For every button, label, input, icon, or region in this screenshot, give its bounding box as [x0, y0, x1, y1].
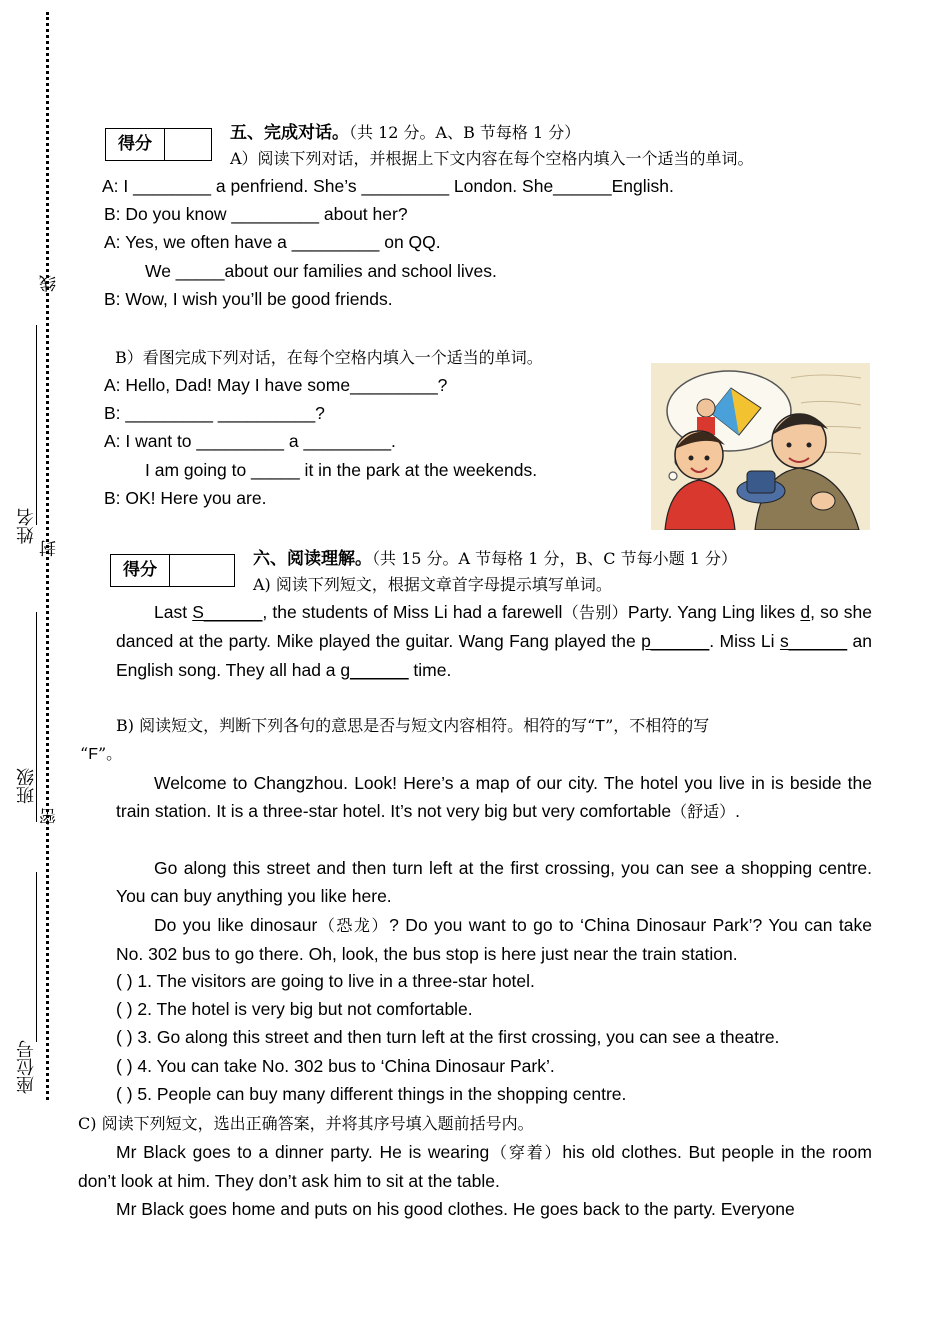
instruction-text: ”，不相符的写	[605, 716, 710, 735]
seat-label: 座位号	[16, 1040, 37, 1094]
dialogue-b-line: A: I want to _________ a _________.	[104, 431, 396, 451]
dialogue-a-line: A: Yes, we often have a _________ on QQ.	[104, 232, 441, 252]
section6-a-passage	[116, 598, 872, 684]
section5-points: （共 12 分。A、B 节每格 1 分）	[349, 123, 581, 142]
hint-blank[interactable]: s______	[779, 631, 848, 652]
score-value-cell[interactable]	[170, 555, 234, 586]
passage-gloss: （告别）	[562, 603, 628, 622]
passage-text: .	[735, 801, 740, 822]
hint-blank[interactable]: d	[800, 602, 811, 622]
passage-text: Do you like dinosaur	[154, 915, 318, 935]
passage-text: . Miss Li	[709, 631, 780, 652]
passage-text: , so she danced at the party. Mike played the guitar. Wang Fang played the	[116, 602, 872, 652]
dialogue-a-line: We _____about our families and school lives.	[145, 261, 497, 281]
name-label: 姓名	[16, 508, 37, 544]
section6-c-paragraph-2	[78, 1195, 872, 1223]
passage-text: his old clothes. But people in the room don’t look at him. They don’t ask him to sit at the table.	[78, 1142, 872, 1192]
passage-text: Party. Yang Ling likes	[627, 602, 801, 622]
passage-text: , the students of Miss Li had a farewell	[262, 602, 563, 622]
passage-text: an English song. They all had a	[116, 631, 872, 680]
passage-text: Welcome to Changzhou. Look! Here’s a map of our city. The hotel you live in is beside the train station. It is a three-star hotel. It’s not very big but very comfortable	[116, 773, 872, 822]
section6-b-paragraph-1	[116, 769, 872, 827]
judgment-question: ( ) 1. The visitors are going to live in a three-star hotel.	[116, 971, 535, 991]
section6-b-paragraph-2	[116, 854, 872, 911]
section6-a-instruction: A) 阅读下列短文，根据文章首字母提示填写单词。	[253, 575, 612, 594]
section6-points: （共 15 分。A 节每格 1 分，B、C 节每小题 1 分）	[372, 549, 737, 568]
section6-c-paragraph-1	[78, 1138, 872, 1196]
section5-title: 五、完成对话。	[230, 123, 349, 143]
instruction-text: ”。	[97, 744, 123, 763]
dialogue-b-line: B: OK! Here you are.	[104, 488, 267, 508]
score-box-section6	[110, 554, 235, 587]
passage-gloss: （恐龙）	[317, 916, 390, 935]
judgment-question: ( ) 3. Go along this street and then turn left at the first crossing, you can see a theatre.	[116, 1027, 780, 1047]
true-mark: T	[595, 718, 606, 735]
passage-text: Mr Black goes to a dinner party. He is wearing	[116, 1142, 490, 1162]
passage-text: time.	[408, 659, 452, 680]
score-label: 得分	[106, 129, 165, 160]
passage-text: Go along this street and then turn left at the first crossing, you can see a shopping centre. You can buy anything you like here.	[116, 858, 872, 907]
section6-title: 六、阅读理解。	[253, 549, 372, 569]
name-blank	[36, 325, 37, 525]
judgment-question: ( ) 2. The hotel is very big but not comfortable.	[116, 999, 473, 1019]
instruction-text: B) 阅读短文，判断下列各句的意思是否与短文内容相符。相符的写“	[116, 716, 596, 735]
dialogue-b-line: B: _________ __________?	[104, 403, 325, 423]
passage-gloss: （舒适）	[671, 802, 736, 822]
score-label: 得分	[111, 555, 170, 586]
score-box-section5	[105, 128, 212, 161]
hint-blank[interactable]: g______	[340, 659, 409, 680]
passage-gloss: （穿着）	[489, 1143, 563, 1162]
dialogue-a-line: B: Wow, I wish you’ll be good friends.	[104, 289, 393, 309]
class-label: 班级	[16, 768, 37, 804]
section6-heading	[253, 544, 737, 569]
section6-b-paragraph-3	[116, 911, 872, 969]
section5-b-instruction: B）看图完成下列对话，在每个空格内填入一个适当的单词。	[115, 348, 543, 367]
false-mark: F	[88, 746, 98, 763]
seat-blank	[36, 872, 37, 1042]
judgment-question: ( ) 4. You can take No. 302 bus to ‘China Dinosaur Park’.	[116, 1056, 555, 1076]
hint-blank[interactable]: p______	[641, 631, 710, 652]
illustration-boy-and-dad	[651, 363, 870, 530]
seal-char-xian: 线	[40, 275, 60, 292]
section6-b-instruction-cont	[80, 741, 122, 764]
seal-char-mi: 密	[40, 808, 60, 825]
seal-char-feng: 封	[40, 540, 60, 557]
score-value-cell[interactable]	[165, 129, 211, 160]
dialogue-a-line: B: Do you know _________ about her?	[104, 204, 408, 224]
passage-text: ? Do you want to go to ‘China Dinosaur Park’? You can take No. 302 bus to go there. Oh, look, the bus stop is here just near the train station.	[116, 915, 873, 965]
judgment-question: ( ) 5. People can buy many different things in the shopping centre.	[116, 1084, 627, 1104]
dialogue-a-line: A: I ________ a penfriend. She’s _________ London. She______English.	[102, 176, 674, 196]
section6-c-instruction: C) 阅读下列短文，选出正确答案，并将其序号填入题前括号内。	[78, 1114, 534, 1133]
section5-a-instruction: A）阅读下列对话，并根据上下文内容在每个空格内填入一个适当的单词。	[230, 149, 754, 168]
section5-heading	[230, 118, 580, 143]
hint-blank[interactable]: S______	[192, 602, 263, 622]
dialogue-b-line: A: Hello, Dad! May I have some_________?	[104, 375, 448, 395]
dialogue-b-line: I am going to _____ it in the park at the weekends.	[145, 460, 538, 480]
passage-text: Mr Black goes home and puts on his good clothes. He goes back to the party. Everyone	[116, 1199, 795, 1219]
section6-b-instruction	[116, 713, 709, 736]
passage-text: Last	[154, 602, 193, 622]
instruction-text: “	[80, 744, 89, 763]
